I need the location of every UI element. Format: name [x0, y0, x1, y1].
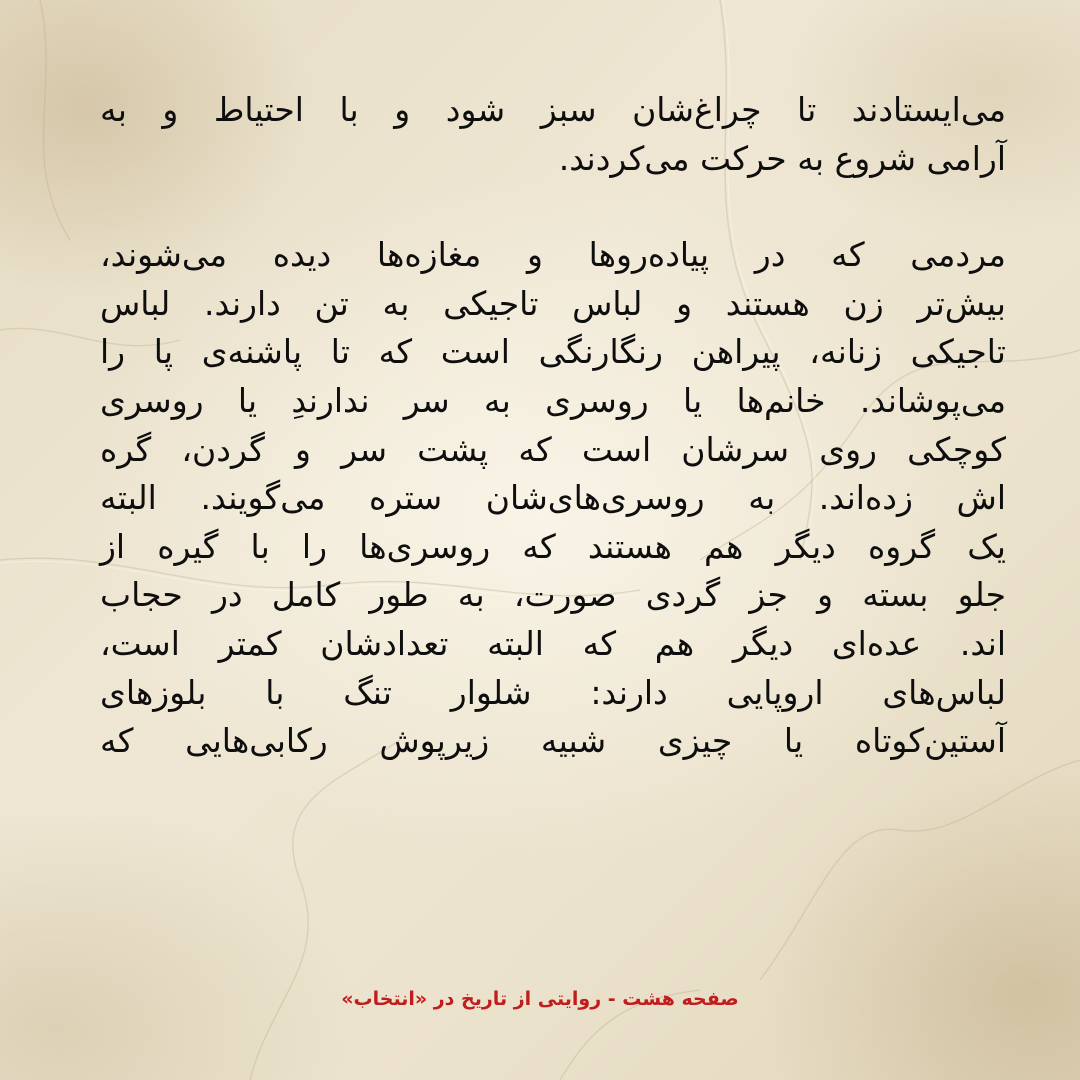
paragraph-2: [100, 231, 1006, 766]
text-line: لباس‌های اروپایی دارند: شلوار تنگ با بلوزهای: [100, 672, 1006, 712]
text-line: اش زده‌اند. به روسری‌های‌شان ستره می‌گویند. البته: [100, 478, 1006, 518]
text-line: مردمی که در پیاده‌روها و مغازه‌ها دیده می‌شوند،: [100, 235, 1006, 275]
text-line: کوچکی روی سرشان است که پشت سر و گردن، گره: [100, 429, 1006, 469]
text-line: یک گروه دیگر هم هستند که روسری‌ها را با گیره از: [100, 526, 1006, 566]
page-footer-caption: صفحه هشت - روایتی از تاریخ در «انتخاب»: [341, 988, 739, 1010]
text-line: جلو بسته و جز گردی صورت، به طور کامل در حجاب: [100, 575, 1006, 615]
text-line: می‌ایستادند تا چراغ‌شان سبز شود و با احتیاط و به: [100, 90, 1006, 129]
article-body: [100, 86, 1006, 766]
text-line: می‌پوشاند. خانم‌ها یا روسری به سر ندارندِ یا روسری: [100, 380, 1006, 420]
text-line: بیش‌تر زن هستند و لباس تاجیکی به تن دارند. لباس: [100, 283, 1006, 323]
paragraph-1: [100, 86, 1006, 183]
text-line: آستین‌کوتاه یا چیزی شبیه زیرپوش رکابی‌هایی که: [100, 721, 1006, 761]
text-line: آرامی شروع به حرکت می‌کردند.: [558, 138, 1006, 178]
text-line: اند. عده‌ای دیگر هم که البته تعدادشان کمتر است،: [100, 623, 1006, 663]
paragraph-spacer: [100, 183, 1006, 231]
text-line: تاجیکی زنانه، پیراهن رنگارنگی است که تا پاشنه‌ی پا را: [100, 332, 1006, 372]
